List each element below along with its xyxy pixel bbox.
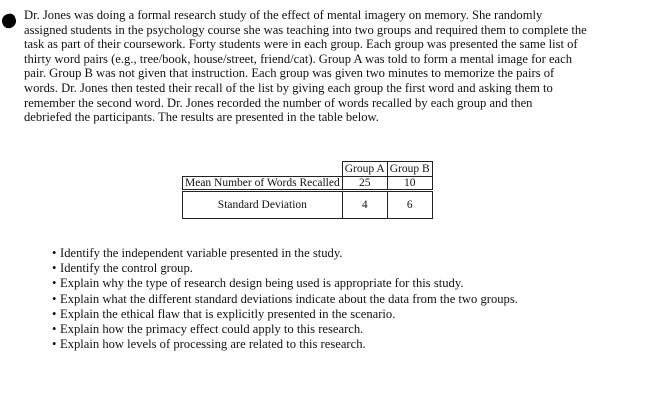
sd-group-a: 4	[342, 191, 387, 219]
passage-line: assigned students in the psychology course she was teaching into two groups and required them to complete the	[24, 22, 587, 37]
list-item: • Explain why the type of research design being used is appropriate for this study.	[52, 276, 518, 291]
list-item: • Explain what the different standard deviations indicate about the data from the two groups.	[52, 292, 518, 307]
table-row	[183, 191, 433, 219]
mean-group-a: 25	[342, 177, 387, 191]
table-corner-cell	[183, 162, 343, 177]
question-bullet-icon	[0, 12, 18, 30]
question-list	[52, 246, 518, 352]
group-a-header: Group A	[342, 162, 387, 177]
passage-line: task as part of their coursework. Forty students were in each group. Each group was presented the same list of	[24, 37, 578, 52]
table-header-row	[183, 162, 433, 177]
sd-group-b: 6	[387, 191, 432, 219]
row-label-mean: Mean Number of Words Recalled	[183, 177, 343, 191]
passage-line: debriefed the participants. The results are presented in the table below.	[24, 110, 379, 125]
mean-group-b: 10	[387, 177, 432, 191]
table-row	[183, 177, 433, 191]
list-item: • Identify the control group.	[52, 261, 518, 276]
passage-line: remember the second word. Dr. Jones recorded the number of words recalled by each group and then	[24, 95, 533, 110]
list-item: • Explain how levels of processing are related to this research.	[52, 337, 518, 352]
list-item: • Identify the independent variable presented in the study.	[52, 246, 518, 261]
list-item: • Explain the ethical flaw that is explicitly presented in the scenario.	[52, 307, 518, 322]
passage-line: pair. Group B was not given that instruction. Each group was given two minutes to memorize the pairs of	[24, 66, 555, 81]
list-item: • Explain how the primacy effect could apply to this research.	[52, 322, 518, 337]
passage-line: words. Dr. Jones then tested their recall of the list by giving each group the first word and asking them to	[24, 80, 553, 95]
passage-line: thirty word pairs (e.g., tree/book, house/street, friend/cat). Group A was told to form a mental image for each	[24, 51, 573, 66]
results-table	[182, 161, 433, 219]
group-b-header: Group B	[387, 162, 432, 177]
scenario-passage	[24, 8, 664, 125]
row-label-sd: Standard Deviation	[183, 191, 343, 219]
passage-line: Dr. Jones was doing a formal research study of the effect of mental imagery on memory. She randomly	[24, 8, 543, 22]
